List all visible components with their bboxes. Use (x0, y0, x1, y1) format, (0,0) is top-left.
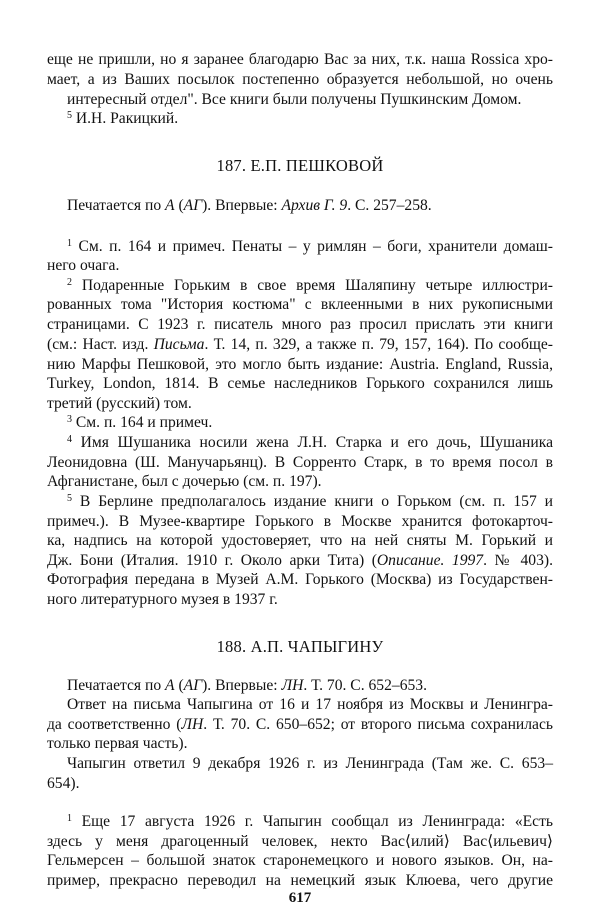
source-line: Печатается по А (АГ). Впервые: Архив Г. 9. С. 257–258. (67, 197, 432, 214)
text-line: Афганистане, был с дочерью (см. п. 197). (47, 473, 322, 490)
text-line: здесь у меня драгоценный человек, некто Вас⟨илий⟩ Вас⟨ильевич⟩ (47, 833, 553, 850)
note-line: $^2$ Подаренные Горьким в свое время Шаляпину четыре иллюстри- (67, 277, 553, 294)
note-line: $^3$ См. п. 164 и примеч. (67, 414, 213, 431)
text-line: Ответ на письма Чапыгина от 16 и 17 ноября из Москвы и Ленингра- (67, 696, 553, 713)
page-number: 617 (288, 890, 312, 906)
text-line: ного литературного музея в 1937 г. (47, 591, 278, 608)
text-line: страницами. С 1923 г. писатель много раз просил прислать эти книги (47, 316, 553, 333)
text-line: еще не пришли, но я заранее благодарю Вас за них, т.к. наша Rossica хро- (47, 51, 553, 68)
section-heading: 187. Е.П. ПЕШКОВОЙ (216, 156, 384, 175)
text-line: интересный отдел". Все книги были получены Пушкинским Домом. (67, 91, 522, 108)
source-line: Печатается по А (АГ). Впервые: ЛН. Т. 70. С. 652–653. (67, 677, 427, 694)
text-line: Дж. Бони (Италия. 1910 г. Около арки Тита) (Описание. 1997. № 403). (47, 552, 553, 569)
note-line: $^4$ Имя Шушаника носили жена Л.Н. Старка и его дочь, Шушаника (67, 434, 553, 451)
note-line: $^5$ В Берлине предполагалось издание книги о Горьком (см. п. 157 и (67, 493, 553, 510)
text-line: Леонидовна (Ш. Манучарьянц). В Сорренто Старк, в то время посол в (47, 454, 553, 471)
text-line: Гельмерсен – большой знаток старонемецкого и нового языков. Он, на- (47, 852, 553, 869)
text-line: да соответственно (ЛН. Т. 70. С. 650–652; от второго письма сохранилась (47, 716, 553, 733)
text-line: третий (русский) том. (47, 395, 192, 412)
text-line: него очага. (47, 257, 120, 274)
note-line: $^1$ См. п. 164 и примеч. Пенаты – у римлян – боги, хранители домаш- (67, 238, 553, 255)
note-5-ref: $^5$ И.Н. Ракицкий. (67, 110, 179, 127)
text-line: примеч.). В Музее-квартире Горького в Москве хранится фотокарточ- (47, 513, 553, 530)
text-line: Фотография передана в Музей А.М. Горького (Москва) из Государствен- (47, 571, 553, 588)
text-line: нию Марфы Пешковой, это могло быть издание: Austria. England, Russia, (47, 356, 553, 373)
superscript: 5 (67, 110, 72, 121)
text-line: (см.: Наст. изд. Письма. Т. 14, п. 329, а также п. 79, 157, 164). По сообще- (47, 336, 554, 353)
text-line: Чапыгин ответил 9 декабря 1926 г. из Ленинграда (Там же. С. 653– (67, 755, 553, 772)
text-line: рованных тома "История костюма" с вклеенными в них рукописными (47, 296, 553, 313)
note-line: $^1$ Еще 17 августа 1926 г. Чапыгин сообщал из Ленинграда: «Есть (67, 813, 553, 830)
text-line: 654). (47, 775, 80, 792)
text-line: ка, надпись на которой удостоверяет, что на ней сняты М. Горький и (47, 532, 553, 549)
text-line: только первая часть). (47, 735, 188, 752)
text-line: Turkey, London, 1814. В семье наследников Горького сохранился лишь (47, 375, 553, 392)
text-line: мает, а из Ваших посылок постепенно образуется небольшой, но очень (47, 71, 553, 88)
text-line: пример, прекрасно переводил на немецкий язык Клюева, чего другие (47, 872, 553, 889)
section-heading: 188. А.П. ЧАПЫГИНУ (216, 637, 384, 656)
